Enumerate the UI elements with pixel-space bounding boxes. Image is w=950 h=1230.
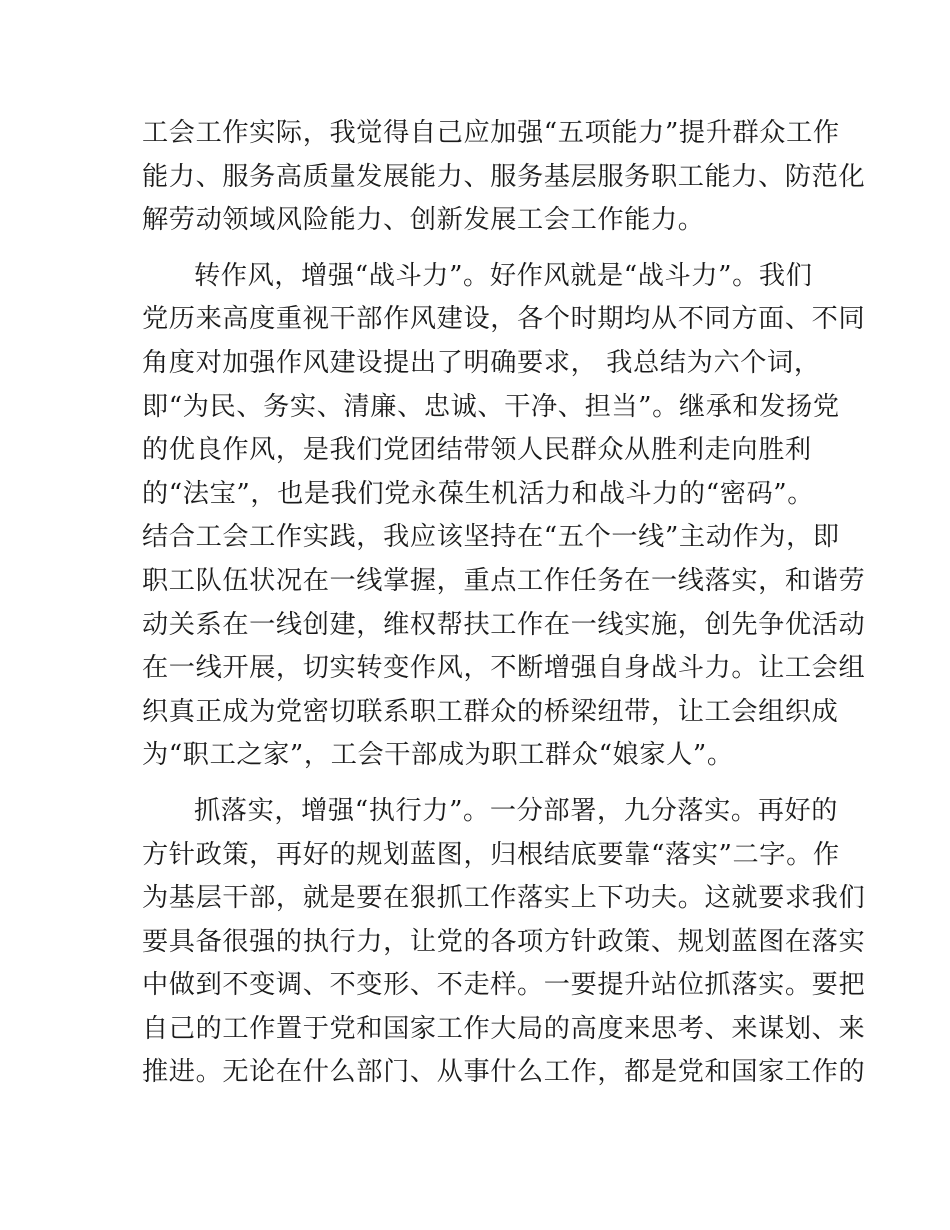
text-line: 为基层干部，就是要在狠抓工作落实上下功夫。这就要求我们: [142, 883, 866, 914]
text-line: 结合工会工作实践，我应该坚持在“五个一线”主动作为，即: [142, 522, 840, 553]
text-line: 工会工作实际，我觉得自己应加强“五项能力”提升群众工作: [142, 118, 840, 148]
text-line: 角度对加强作风建设提出了明确要求， 我总结为六个词，: [142, 347, 821, 378]
text-line: 为“职工之家”，工会干部成为职工群众“娘家人”。: [142, 740, 734, 771]
text-line: 即“为民、务实、清廉、忠诚、干净、担当”。继承和发扬党: [142, 391, 840, 422]
text-line: 能力、服务高质量发展能力、服务基层服务职工能力、防范化: [142, 161, 866, 192]
text-line: 方针政策，再好的规划蓝图，归根结底要靠“落实”二字。作: [142, 839, 840, 870]
paragraph-2: [142, 255, 866, 778]
text-line: 中做到不变调、不变形、不走样。一要提升站位抓落实。要把: [142, 970, 866, 1001]
text-line: 推进。无论在什么部门、从事什么工作，都是党和国家工作的: [142, 1057, 866, 1088]
text-line: 职工队伍状况在一线掌握，重点工作任务在一线落实，和谐劳: [142, 565, 866, 596]
text-line: 抓落实，增强“执行力”。一分部署，九分落实。再好的: [194, 795, 839, 826]
text-line: 转作风，增强“战斗力”。好作风就是“战斗力”。我们: [194, 260, 813, 291]
text-line: 解劳动领域风险能力、创新发展工会工作能力。: [142, 205, 705, 236]
paragraph-1: [142, 112, 866, 243]
text-line: 党历来高度重视干部作风建设，各个时期均从不同方面、不同: [142, 304, 866, 335]
text-line: 在一线开展，切实转变作风，不断增强自身战斗力。让工会组: [142, 653, 866, 684]
text-line: 的“法宝”，也是我们党永葆生机活力和战斗力的“密码”。: [142, 478, 815, 509]
text-line: 要具备很强的执行力，让党的各项方针政策、规划蓝图在落实: [142, 926, 866, 957]
text-line: 动关系在一线创建，维权帮扶工作在一线实施，创先争优活动: [142, 609, 866, 640]
text-line: 织真正成为党密切联系职工群众的桥梁纽带，让工会组织成: [142, 696, 839, 727]
document-body: [142, 112, 866, 1107]
text-line: 的优良作风，是我们党团结带领人民群众从胜利走向胜利: [142, 435, 812, 466]
paragraph-3: [142, 790, 866, 1095]
text-line: 自己的工作置于党和国家工作大局的高度来思考、来谋划、来: [142, 1013, 866, 1044]
